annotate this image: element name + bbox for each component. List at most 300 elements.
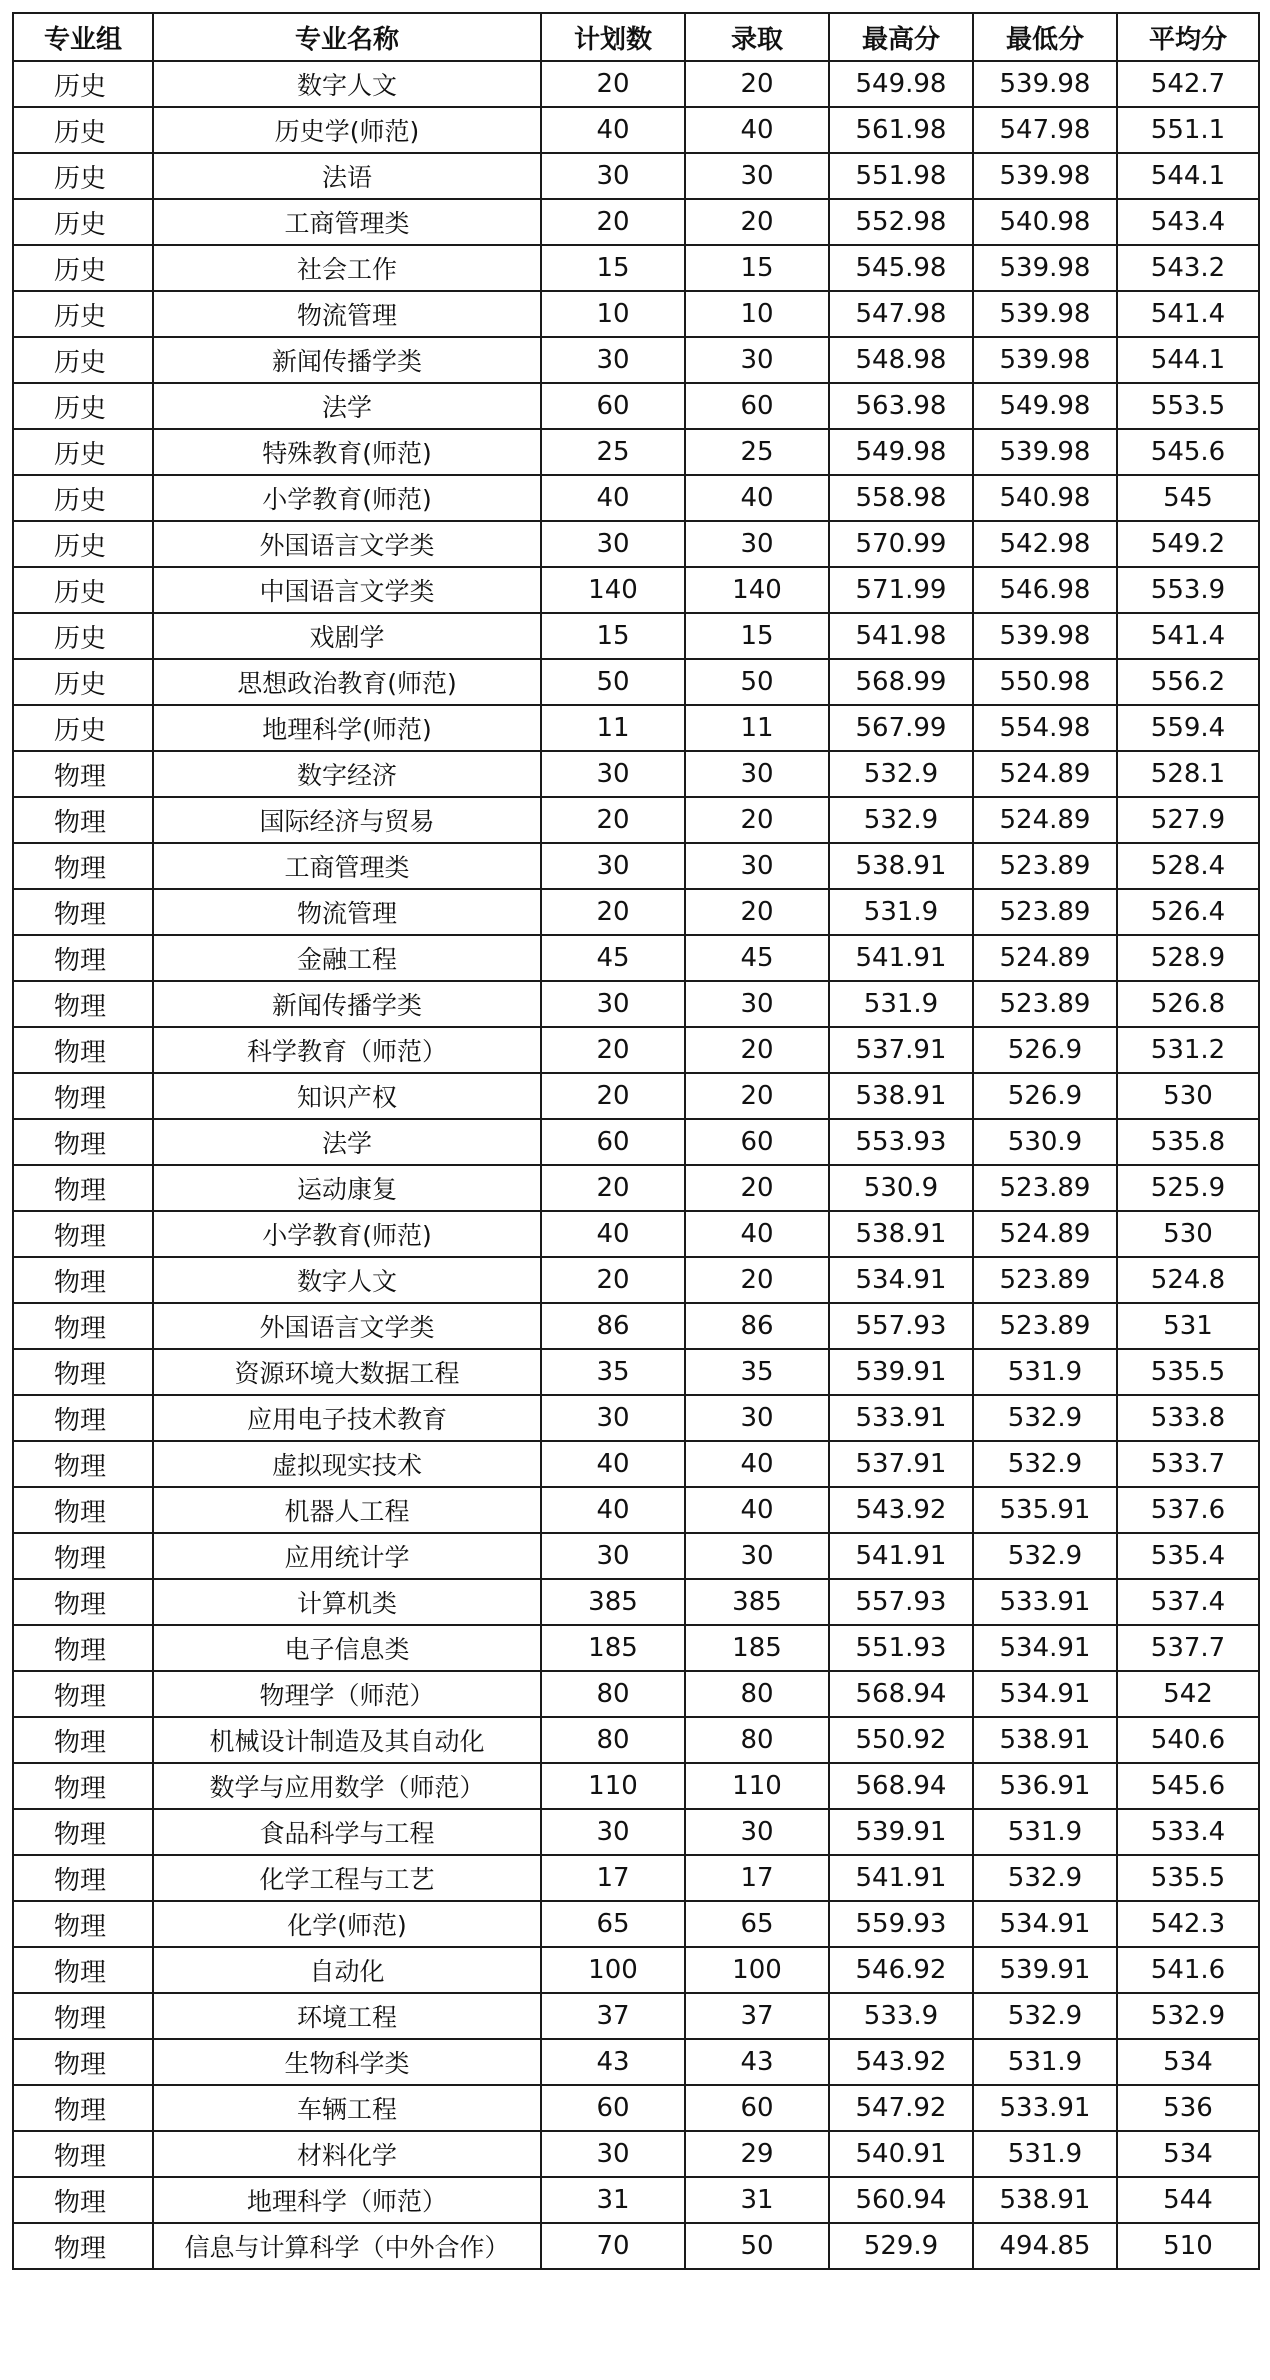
major-cell: 化学(师范) — [153, 1901, 541, 1947]
min-score-cell: 526.9 — [973, 1027, 1117, 1073]
group-cell: 历史 — [13, 383, 153, 429]
table-row — [13, 1625, 1259, 1671]
major-cell: 数字人文 — [153, 1257, 541, 1303]
header-min-score: 最低分 — [973, 13, 1117, 61]
major-cell: 虚拟现实技术 — [153, 1441, 541, 1487]
min-score-cell: 523.89 — [973, 981, 1117, 1027]
avg-score-cell: 545 — [1117, 475, 1259, 521]
table-row — [13, 705, 1259, 751]
group-cell: 物理 — [13, 1349, 153, 1395]
avg-score-cell: 530 — [1117, 1073, 1259, 1119]
avg-score-cell: 527.9 — [1117, 797, 1259, 843]
min-score-cell: 549.98 — [973, 383, 1117, 429]
plan-cell: 40 — [541, 107, 685, 153]
admitted-cell: 80 — [685, 1671, 829, 1717]
min-score-cell: 535.91 — [973, 1487, 1117, 1533]
group-cell: 物理 — [13, 797, 153, 843]
major-cell: 化学工程与工艺 — [153, 1855, 541, 1901]
major-cell: 社会工作 — [153, 245, 541, 291]
table-row — [13, 659, 1259, 705]
group-cell: 物理 — [13, 1993, 153, 2039]
admitted-cell: 40 — [685, 107, 829, 153]
avg-score-cell: 553.9 — [1117, 567, 1259, 613]
admitted-cell: 40 — [685, 1441, 829, 1487]
major-cell: 数学与应用数学（师范） — [153, 1763, 541, 1809]
plan-cell: 20 — [541, 1165, 685, 1211]
plan-cell: 30 — [541, 1395, 685, 1441]
admitted-cell: 43 — [685, 2039, 829, 2085]
max-score-cell: 563.98 — [829, 383, 973, 429]
admitted-cell: 20 — [685, 1073, 829, 1119]
group-cell: 物理 — [13, 2177, 153, 2223]
max-score-cell: 548.98 — [829, 337, 973, 383]
group-cell: 物理 — [13, 1855, 153, 1901]
major-cell: 金融工程 — [153, 935, 541, 981]
max-score-cell: 533.91 — [829, 1395, 973, 1441]
major-cell: 新闻传播学类 — [153, 337, 541, 383]
table-row — [13, 1717, 1259, 1763]
group-cell: 历史 — [13, 475, 153, 521]
min-score-cell: 524.89 — [973, 935, 1117, 981]
max-score-cell: 557.93 — [829, 1579, 973, 1625]
major-cell: 运动康复 — [153, 1165, 541, 1211]
admitted-cell: 60 — [685, 1119, 829, 1165]
min-score-cell: 523.89 — [973, 1303, 1117, 1349]
group-cell: 历史 — [13, 521, 153, 567]
table-row — [13, 1947, 1259, 1993]
table-row — [13, 567, 1259, 613]
table-row — [13, 1303, 1259, 1349]
max-score-cell: 568.99 — [829, 659, 973, 705]
max-score-cell: 547.92 — [829, 2085, 973, 2131]
min-score-cell: 547.98 — [973, 107, 1117, 153]
group-cell: 物理 — [13, 1211, 153, 1257]
avg-score-cell: 542.7 — [1117, 61, 1259, 107]
plan-cell: 60 — [541, 383, 685, 429]
min-score-cell: 523.89 — [973, 1165, 1117, 1211]
min-score-cell: 538.91 — [973, 1717, 1117, 1763]
plan-cell: 110 — [541, 1763, 685, 1809]
avg-score-cell: 524.8 — [1117, 1257, 1259, 1303]
min-score-cell: 550.98 — [973, 659, 1117, 705]
max-score-cell: 559.93 — [829, 1901, 973, 1947]
group-cell: 物理 — [13, 1947, 153, 1993]
group-cell: 物理 — [13, 981, 153, 1027]
admitted-cell: 140 — [685, 567, 829, 613]
avg-score-cell: 537.4 — [1117, 1579, 1259, 1625]
min-score-cell: 539.98 — [973, 337, 1117, 383]
avg-score-cell: 544.1 — [1117, 337, 1259, 383]
table-row — [13, 2131, 1259, 2177]
major-cell: 国际经济与贸易 — [153, 797, 541, 843]
table-row — [13, 2177, 1259, 2223]
plan-cell: 43 — [541, 2039, 685, 2085]
max-score-cell: 561.98 — [829, 107, 973, 153]
min-score-cell: 536.91 — [973, 1763, 1117, 1809]
plan-cell: 40 — [541, 1441, 685, 1487]
min-score-cell: 540.98 — [973, 199, 1117, 245]
group-cell: 历史 — [13, 659, 153, 705]
min-score-cell: 540.98 — [973, 475, 1117, 521]
min-score-cell: 531.9 — [973, 2039, 1117, 2085]
plan-cell: 20 — [541, 1027, 685, 1073]
group-cell: 物理 — [13, 935, 153, 981]
avg-score-cell: 542.3 — [1117, 1901, 1259, 1947]
admitted-cell: 20 — [685, 199, 829, 245]
max-score-cell: 538.91 — [829, 1211, 973, 1257]
group-cell: 物理 — [13, 843, 153, 889]
max-score-cell: 568.94 — [829, 1763, 973, 1809]
plan-cell: 30 — [541, 153, 685, 199]
table-row — [13, 1073, 1259, 1119]
table-row — [13, 2039, 1259, 2085]
table-row — [13, 1027, 1259, 1073]
admitted-cell: 20 — [685, 1027, 829, 1073]
max-score-cell: 530.9 — [829, 1165, 973, 1211]
min-score-cell: 532.9 — [973, 1993, 1117, 2039]
avg-score-cell: 510 — [1117, 2223, 1259, 2269]
header-avg-score: 平均分 — [1117, 13, 1259, 61]
avg-score-cell: 533.8 — [1117, 1395, 1259, 1441]
major-cell: 应用统计学 — [153, 1533, 541, 1579]
max-score-cell: 546.92 — [829, 1947, 973, 1993]
major-cell: 法学 — [153, 383, 541, 429]
max-score-cell: 541.91 — [829, 1533, 973, 1579]
group-cell: 物理 — [13, 1625, 153, 1671]
table-row — [13, 337, 1259, 383]
max-score-cell: 553.93 — [829, 1119, 973, 1165]
admitted-cell: 110 — [685, 1763, 829, 1809]
table-header-row — [13, 13, 1259, 61]
min-score-cell: 523.89 — [973, 1257, 1117, 1303]
group-cell: 物理 — [13, 1119, 153, 1165]
max-score-cell: 537.91 — [829, 1027, 973, 1073]
admitted-cell: 29 — [685, 2131, 829, 2177]
group-cell: 物理 — [13, 1809, 153, 1855]
min-score-cell: 539.91 — [973, 1947, 1117, 1993]
min-score-cell: 538.91 — [973, 2177, 1117, 2223]
admitted-cell: 10 — [685, 291, 829, 337]
group-cell: 历史 — [13, 153, 153, 199]
avg-score-cell: 526.4 — [1117, 889, 1259, 935]
plan-cell: 17 — [541, 1855, 685, 1901]
table-row — [13, 153, 1259, 199]
major-cell: 思想政治教育(师范) — [153, 659, 541, 705]
max-score-cell: 558.98 — [829, 475, 973, 521]
admitted-cell: 15 — [685, 613, 829, 659]
admitted-cell: 40 — [685, 475, 829, 521]
avg-score-cell: 532.9 — [1117, 1993, 1259, 2039]
avg-score-cell: 545.6 — [1117, 1763, 1259, 1809]
max-score-cell: 551.93 — [829, 1625, 973, 1671]
admitted-cell: 30 — [685, 843, 829, 889]
group-cell: 历史 — [13, 61, 153, 107]
min-score-cell: 523.89 — [973, 843, 1117, 889]
table-row — [13, 1441, 1259, 1487]
admitted-cell: 185 — [685, 1625, 829, 1671]
avg-score-cell: 535.5 — [1117, 1855, 1259, 1901]
plan-cell: 20 — [541, 199, 685, 245]
plan-cell: 70 — [541, 2223, 685, 2269]
table-row — [13, 383, 1259, 429]
major-cell: 中国语言文学类 — [153, 567, 541, 613]
min-score-cell: 534.91 — [973, 1901, 1117, 1947]
plan-cell: 65 — [541, 1901, 685, 1947]
group-cell: 物理 — [13, 1395, 153, 1441]
admission-scores-table — [12, 12, 1260, 2270]
major-cell: 工商管理类 — [153, 843, 541, 889]
plan-cell: 30 — [541, 1533, 685, 1579]
avg-score-cell: 535.8 — [1117, 1119, 1259, 1165]
min-score-cell: 532.9 — [973, 1855, 1117, 1901]
group-cell: 物理 — [13, 1487, 153, 1533]
plan-cell: 30 — [541, 337, 685, 383]
min-score-cell: 532.9 — [973, 1395, 1117, 1441]
avg-score-cell: 531.2 — [1117, 1027, 1259, 1073]
table-row — [13, 797, 1259, 843]
max-score-cell: 543.92 — [829, 2039, 973, 2085]
admitted-cell: 11 — [685, 705, 829, 751]
min-score-cell: 494.85 — [973, 2223, 1117, 2269]
plan-cell: 30 — [541, 843, 685, 889]
avg-score-cell: 542 — [1117, 1671, 1259, 1717]
plan-cell: 30 — [541, 981, 685, 1027]
admitted-cell: 40 — [685, 1211, 829, 1257]
avg-score-cell: 536 — [1117, 2085, 1259, 2131]
admitted-cell: 20 — [685, 889, 829, 935]
admitted-cell: 30 — [685, 1809, 829, 1855]
avg-score-cell: 540.6 — [1117, 1717, 1259, 1763]
min-score-cell: 539.98 — [973, 61, 1117, 107]
major-cell: 小学教育(师范) — [153, 475, 541, 521]
group-cell: 物理 — [13, 1763, 153, 1809]
admitted-cell: 35 — [685, 1349, 829, 1395]
admitted-cell: 385 — [685, 1579, 829, 1625]
min-score-cell: 539.98 — [973, 291, 1117, 337]
plan-cell: 86 — [541, 1303, 685, 1349]
plan-cell: 20 — [541, 61, 685, 107]
max-score-cell: 538.91 — [829, 1073, 973, 1119]
avg-score-cell: 528.1 — [1117, 751, 1259, 797]
group-cell: 历史 — [13, 429, 153, 475]
group-cell: 物理 — [13, 1073, 153, 1119]
plan-cell: 80 — [541, 1671, 685, 1717]
table-row — [13, 1211, 1259, 1257]
avg-score-cell: 534 — [1117, 2039, 1259, 2085]
admitted-cell: 100 — [685, 1947, 829, 1993]
plan-cell: 40 — [541, 475, 685, 521]
avg-score-cell: 541.6 — [1117, 1947, 1259, 1993]
min-score-cell: 533.91 — [973, 1579, 1117, 1625]
table-body — [13, 61, 1259, 2269]
header-admitted: 录取 — [685, 13, 829, 61]
table-row — [13, 1119, 1259, 1165]
avg-score-cell: 530 — [1117, 1211, 1259, 1257]
max-score-cell: 568.94 — [829, 1671, 973, 1717]
admitted-cell: 17 — [685, 1855, 829, 1901]
group-cell: 历史 — [13, 291, 153, 337]
major-cell: 数字经济 — [153, 751, 541, 797]
group-cell: 物理 — [13, 1533, 153, 1579]
avg-score-cell: 559.4 — [1117, 705, 1259, 751]
min-score-cell: 539.98 — [973, 245, 1117, 291]
plan-cell: 100 — [541, 1947, 685, 1993]
header-plan: 计划数 — [541, 13, 685, 61]
max-score-cell: 537.91 — [829, 1441, 973, 1487]
table-row — [13, 1671, 1259, 1717]
max-score-cell: 549.98 — [829, 429, 973, 475]
table-row — [13, 429, 1259, 475]
admitted-cell: 37 — [685, 1993, 829, 2039]
major-cell: 小学教育(师范) — [153, 1211, 541, 1257]
major-cell: 物流管理 — [153, 291, 541, 337]
header-major: 专业名称 — [153, 13, 541, 61]
major-cell: 计算机类 — [153, 1579, 541, 1625]
table-row — [13, 935, 1259, 981]
min-score-cell: 542.98 — [973, 521, 1117, 567]
table-row — [13, 1533, 1259, 1579]
admitted-cell: 20 — [685, 1165, 829, 1211]
group-cell: 物理 — [13, 751, 153, 797]
avg-score-cell: 525.9 — [1117, 1165, 1259, 1211]
max-score-cell: 531.9 — [829, 889, 973, 935]
min-score-cell: 530.9 — [973, 1119, 1117, 1165]
group-cell: 历史 — [13, 107, 153, 153]
group-cell: 物理 — [13, 889, 153, 935]
max-score-cell: 571.99 — [829, 567, 973, 613]
admitted-cell: 30 — [685, 751, 829, 797]
table-row — [13, 1809, 1259, 1855]
major-cell: 新闻传播学类 — [153, 981, 541, 1027]
avg-score-cell: 551.1 — [1117, 107, 1259, 153]
major-cell: 外国语言文学类 — [153, 521, 541, 567]
avg-score-cell: 533.7 — [1117, 1441, 1259, 1487]
min-score-cell: 523.89 — [973, 889, 1117, 935]
plan-cell: 20 — [541, 797, 685, 843]
max-score-cell: 539.91 — [829, 1809, 973, 1855]
major-cell: 环境工程 — [153, 1993, 541, 2039]
plan-cell: 20 — [541, 1073, 685, 1119]
group-cell: 物理 — [13, 1717, 153, 1763]
group-cell: 物理 — [13, 1303, 153, 1349]
plan-cell: 31 — [541, 2177, 685, 2223]
min-score-cell: 534.91 — [973, 1625, 1117, 1671]
group-cell: 物理 — [13, 1257, 153, 1303]
avg-score-cell: 545.6 — [1117, 429, 1259, 475]
major-cell: 工商管理类 — [153, 199, 541, 245]
table-row — [13, 981, 1259, 1027]
plan-cell: 80 — [541, 1717, 685, 1763]
avg-score-cell: 526.8 — [1117, 981, 1259, 1027]
plan-cell: 60 — [541, 1119, 685, 1165]
plan-cell: 35 — [541, 1349, 685, 1395]
major-cell: 物理学（师范） — [153, 1671, 541, 1717]
table-row — [13, 475, 1259, 521]
avg-score-cell: 541.4 — [1117, 291, 1259, 337]
admitted-cell: 31 — [685, 2177, 829, 2223]
min-score-cell: 524.89 — [973, 797, 1117, 843]
major-cell: 电子信息类 — [153, 1625, 541, 1671]
group-cell: 物理 — [13, 2039, 153, 2085]
min-score-cell: 534.91 — [973, 1671, 1117, 1717]
table-row — [13, 1395, 1259, 1441]
max-score-cell: 567.99 — [829, 705, 973, 751]
plan-cell: 25 — [541, 429, 685, 475]
max-score-cell: 550.92 — [829, 1717, 973, 1763]
major-cell: 科学教育（师范） — [153, 1027, 541, 1073]
admitted-cell: 30 — [685, 1395, 829, 1441]
admitted-cell: 86 — [685, 1303, 829, 1349]
min-score-cell: 533.91 — [973, 2085, 1117, 2131]
admitted-cell: 30 — [685, 337, 829, 383]
admitted-cell: 30 — [685, 153, 829, 199]
avg-score-cell: 556.2 — [1117, 659, 1259, 705]
table-row — [13, 889, 1259, 935]
admitted-cell: 30 — [685, 981, 829, 1027]
plan-cell: 20 — [541, 889, 685, 935]
major-cell: 物流管理 — [153, 889, 541, 935]
avg-score-cell: 537.7 — [1117, 1625, 1259, 1671]
min-score-cell: 532.9 — [973, 1533, 1117, 1579]
table-row — [13, 1763, 1259, 1809]
major-cell: 材料化学 — [153, 2131, 541, 2177]
plan-cell: 40 — [541, 1487, 685, 1533]
max-score-cell: 560.94 — [829, 2177, 973, 2223]
avg-score-cell: 535.5 — [1117, 1349, 1259, 1395]
admitted-cell: 20 — [685, 797, 829, 843]
major-cell: 知识产权 — [153, 1073, 541, 1119]
admitted-cell: 30 — [685, 1533, 829, 1579]
major-cell: 历史学(师范) — [153, 107, 541, 153]
min-score-cell: 532.9 — [973, 1441, 1117, 1487]
table-row — [13, 2223, 1259, 2269]
plan-cell: 185 — [541, 1625, 685, 1671]
group-cell: 历史 — [13, 337, 153, 383]
admitted-cell: 15 — [685, 245, 829, 291]
major-cell: 地理科学（师范） — [153, 2177, 541, 2223]
admitted-cell: 80 — [685, 1717, 829, 1763]
plan-cell: 30 — [541, 521, 685, 567]
plan-cell: 45 — [541, 935, 685, 981]
major-cell: 戏剧学 — [153, 613, 541, 659]
major-cell: 食品科学与工程 — [153, 1809, 541, 1855]
group-cell: 物理 — [13, 1671, 153, 1717]
major-cell: 应用电子技术教育 — [153, 1395, 541, 1441]
plan-cell: 11 — [541, 705, 685, 751]
header-max-score: 最高分 — [829, 13, 973, 61]
plan-cell: 15 — [541, 613, 685, 659]
admitted-cell: 20 — [685, 61, 829, 107]
min-score-cell: 531.9 — [973, 1809, 1117, 1855]
admitted-cell: 60 — [685, 2085, 829, 2131]
table-row — [13, 1901, 1259, 1947]
max-score-cell: 529.9 — [829, 2223, 973, 2269]
plan-cell: 37 — [541, 1993, 685, 2039]
admitted-cell: 25 — [685, 429, 829, 475]
min-score-cell: 539.98 — [973, 429, 1117, 475]
table-row — [13, 1165, 1259, 1211]
max-score-cell: 538.91 — [829, 843, 973, 889]
max-score-cell: 547.98 — [829, 291, 973, 337]
table-row — [13, 1349, 1259, 1395]
table-row — [13, 613, 1259, 659]
avg-score-cell: 534 — [1117, 2131, 1259, 2177]
major-cell: 车辆工程 — [153, 2085, 541, 2131]
avg-score-cell: 533.4 — [1117, 1809, 1259, 1855]
avg-score-cell: 537.6 — [1117, 1487, 1259, 1533]
avg-score-cell: 528.9 — [1117, 935, 1259, 981]
max-score-cell: 533.9 — [829, 1993, 973, 2039]
